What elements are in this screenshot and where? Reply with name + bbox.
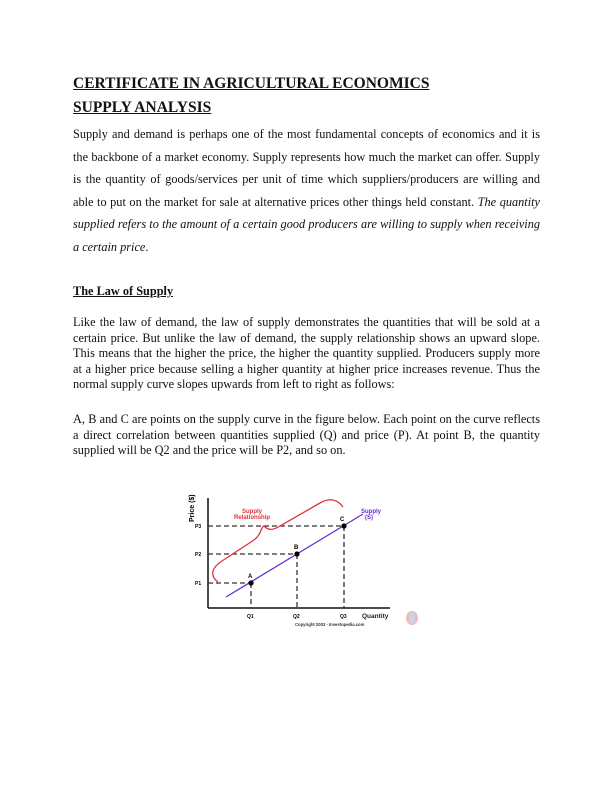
point-b-label: B (294, 545, 299, 551)
y-tick-p1: P1 (195, 581, 202, 587)
supply-chart (180, 490, 440, 640)
document-title: CERTIFICATE IN AGRICULTURAL ECONOMICS (73, 75, 430, 92)
intro-end: . (145, 239, 149, 254)
y-tick-p3: P3 (195, 524, 202, 530)
x-tick-q3: Q3 (340, 614, 347, 620)
annotation-line1: Supply (242, 509, 263, 515)
point-a (248, 580, 253, 585)
point-c (341, 523, 346, 528)
point-c-label: C (340, 517, 345, 523)
y-tick-p2: P2 (195, 552, 202, 558)
point-b (294, 551, 299, 556)
intro-paragraph (73, 123, 540, 259)
document-subtitle: SUPPLY ANALYSIS (73, 99, 212, 116)
section-heading: The Law of Supply (73, 284, 174, 298)
law-paragraph: Like the law of demand, the law of supply demonstrates the quantities that will be sold at a certain price. But unlike the law of demand, the supply relationship shows an upward slope. This means that the higher the price, the higher the quantity supplied. Producers supply more at a higher price because selling a higher quantity at higher price increases revenue. Thus the normal supply curve slopes upwards from left to right as follows: (73, 315, 540, 392)
annotation-line2: Relationship (234, 515, 271, 521)
point-a-label: A (248, 574, 253, 580)
points-paragraph: A, B and C are points on the supply curve in the figure below. Each point on the curve reflects a direct correlation between quantities supplied (Q) and price (P). At point B, the quantity supplied will be Q2 and the price will be P2, and so on. (73, 412, 540, 458)
intro-text: Supply and demand is perhaps one of the most fundamental concepts of economics and it is the backbone of a market economy. Supply represents how much the market can offer. Supply is the quantity of goods/services per unit of time which suppliers/producers are willing and able to put on the market for sale at alternative prices other things held constant. (73, 127, 540, 209)
x-axis-label: Quantity (362, 613, 389, 620)
x-tick-q1: Q1 (247, 614, 254, 620)
y-axis-label: Price ($) (189, 494, 196, 522)
x-tick-q2: Q2 (293, 614, 300, 620)
copyright-text: Copyright 2003 - Investopedia.com (295, 622, 365, 627)
legend-line1: Supply (361, 509, 382, 515)
intro-italic-text: The quantity supplied refers to the amount of a certain good producers are willing to supply when receiving a certain price (73, 194, 540, 254)
legend-line2: (S) (365, 515, 373, 521)
supply-relationship-bracket (213, 500, 343, 582)
investopedia-logo-icon (406, 611, 418, 625)
